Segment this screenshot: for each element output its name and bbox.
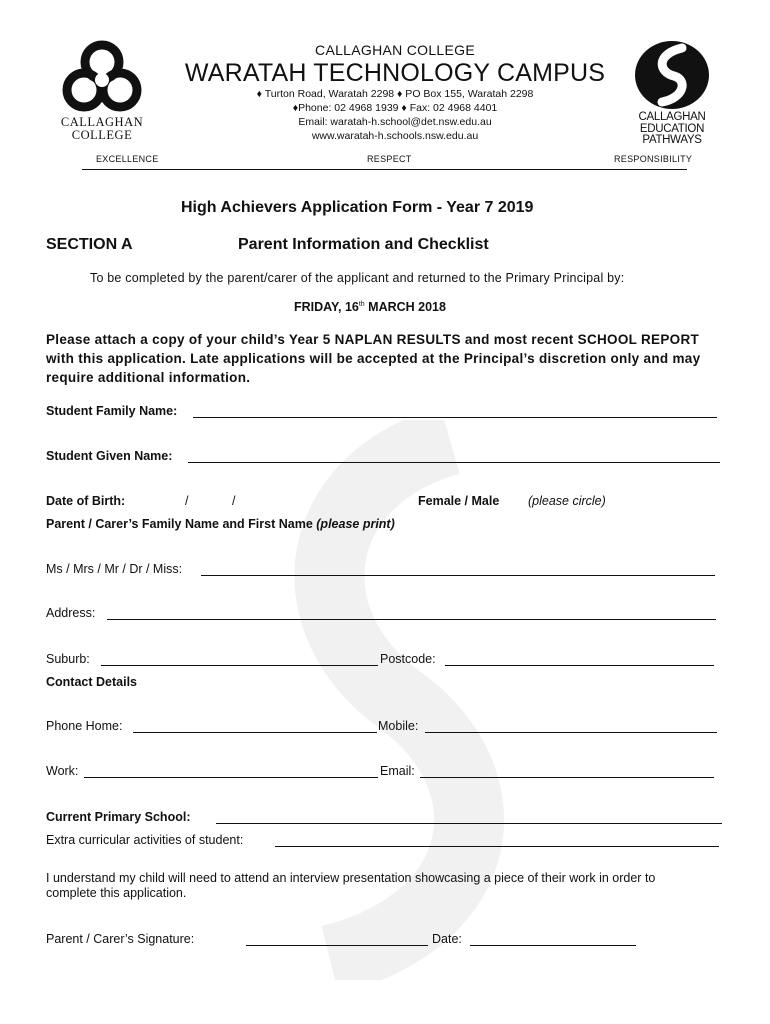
motto-respect: RESPECT <box>367 154 412 164</box>
header-divider <box>82 169 687 170</box>
parent-name-field[interactable] <box>201 575 715 576</box>
deadline-day: FRIDAY, 16 <box>294 300 359 314</box>
date-field[interactable] <box>470 945 636 946</box>
gender-options[interactable]: Female / Male <box>418 494 500 508</box>
mobile-label: Mobile: <box>378 719 419 733</box>
postcode-label: Postcode: <box>380 652 436 666</box>
dob-slash-2[interactable]: / <box>232 494 236 508</box>
college-name: CALLAGHAN COLLEGE <box>315 42 475 58</box>
date-label: Date: <box>432 932 462 946</box>
student-family-name-label: Student Family Name: <box>46 404 178 418</box>
parent-name-heading <box>46 517 395 531</box>
postcode-field[interactable] <box>445 665 714 666</box>
title-options-label: Ms / Mrs / Mr / Dr / Miss: <box>46 562 183 576</box>
deadline <box>294 300 446 314</box>
email-label: Email: <box>380 764 415 778</box>
gender-note: (please circle) <box>528 494 606 508</box>
motto-excellence: EXCELLENCE <box>96 154 159 164</box>
left-logo-line-2: COLLEGE <box>71 128 133 142</box>
deadline-month: MARCH 2018 <box>364 300 446 314</box>
right-logo-line-3: PATHWAYS <box>642 134 702 146</box>
student-given-name-field[interactable] <box>188 462 720 463</box>
right-logo-line-2: EDUCATION <box>639 122 705 135</box>
left-logo-line-1: CALLAGHAN <box>60 115 144 129</box>
dob-slash-1[interactable]: / <box>185 494 189 508</box>
callaghan-education-pathways-logo <box>630 40 714 150</box>
email-line: Email: waratah-h.school@det.nsw.edu.au <box>298 116 492 128</box>
instruction-text: To be completed by the parent/carer of the applicant and returned to the Primary Principal by: <box>90 271 625 285</box>
parent-name-heading-text: Parent / Carer’s Family Name and First Name <box>46 517 313 531</box>
attachment-note: Please attach a copy of your child’s Year 5 NAPLAN RESULTS and most recent SCHOOL REPORT with this application. Late applications will be accepted at the Principal’s discretion only and may require additional information. <box>46 332 701 385</box>
website-line: www.waratah-h.schools.nsw.edu.au <box>311 130 479 142</box>
current-school-label: Current Primary School: <box>46 810 191 824</box>
form-title: High Achievers Application Form - Year 7 2019 <box>181 199 534 216</box>
callaghan-college-logo <box>52 40 152 155</box>
school-details <box>165 42 625 143</box>
pathways-swirl-icon <box>634 40 710 110</box>
contact-details-heading: Contact Details <box>46 675 137 689</box>
suburb-label: Suburb: <box>46 652 90 666</box>
phone-home-field[interactable] <box>133 732 377 733</box>
work-field[interactable] <box>84 777 378 778</box>
phone-line: ♦Phone: 02 4968 1939 ♦ Fax: 02 4968 4401 <box>292 102 498 114</box>
dob-label: Date of Birth: <box>46 494 126 508</box>
extracurricular-field[interactable] <box>275 846 719 847</box>
section-title: Parent Information and Checklist <box>238 236 489 253</box>
current-school-field[interactable] <box>216 823 722 824</box>
deadline-suffix: th <box>358 301 365 308</box>
section-label: SECTION A <box>46 236 133 253</box>
address-label: Address: <box>46 606 96 620</box>
interlocking-rings-icon <box>60 40 144 116</box>
letterhead <box>0 0 770 175</box>
motto-responsibility: RESPONSIBILITY <box>614 154 693 164</box>
parent-name-note: (please print) <box>316 517 395 531</box>
phone-home-label: Phone Home: <box>46 719 123 733</box>
interview-note: I understand my child will need to attend an interview presentation showcasing a piece of their work in order to complete this application. <box>46 871 656 900</box>
suburb-field[interactable] <box>101 665 378 666</box>
campus-name: WARATAH TECHNOLOGY CAMPUS <box>184 59 606 87</box>
signature-label: Parent / Carer’s Signature: <box>46 932 195 946</box>
address-field[interactable] <box>107 619 716 620</box>
student-family-name-field[interactable] <box>193 417 717 418</box>
mobile-field[interactable] <box>425 732 717 733</box>
student-given-name-label: Student Given Name: <box>46 449 173 463</box>
signature-field[interactable] <box>246 945 428 946</box>
address-line: ♦ Turton Road, Waratah 2298 ♦ PO Box 155, Waratah 2298 <box>256 88 534 100</box>
right-logo-line-1: CALLAGHAN <box>638 111 706 123</box>
extracurricular-label: Extra curricular activities of student: <box>46 833 244 847</box>
email-field[interactable] <box>420 777 714 778</box>
work-label: Work: <box>46 764 79 778</box>
